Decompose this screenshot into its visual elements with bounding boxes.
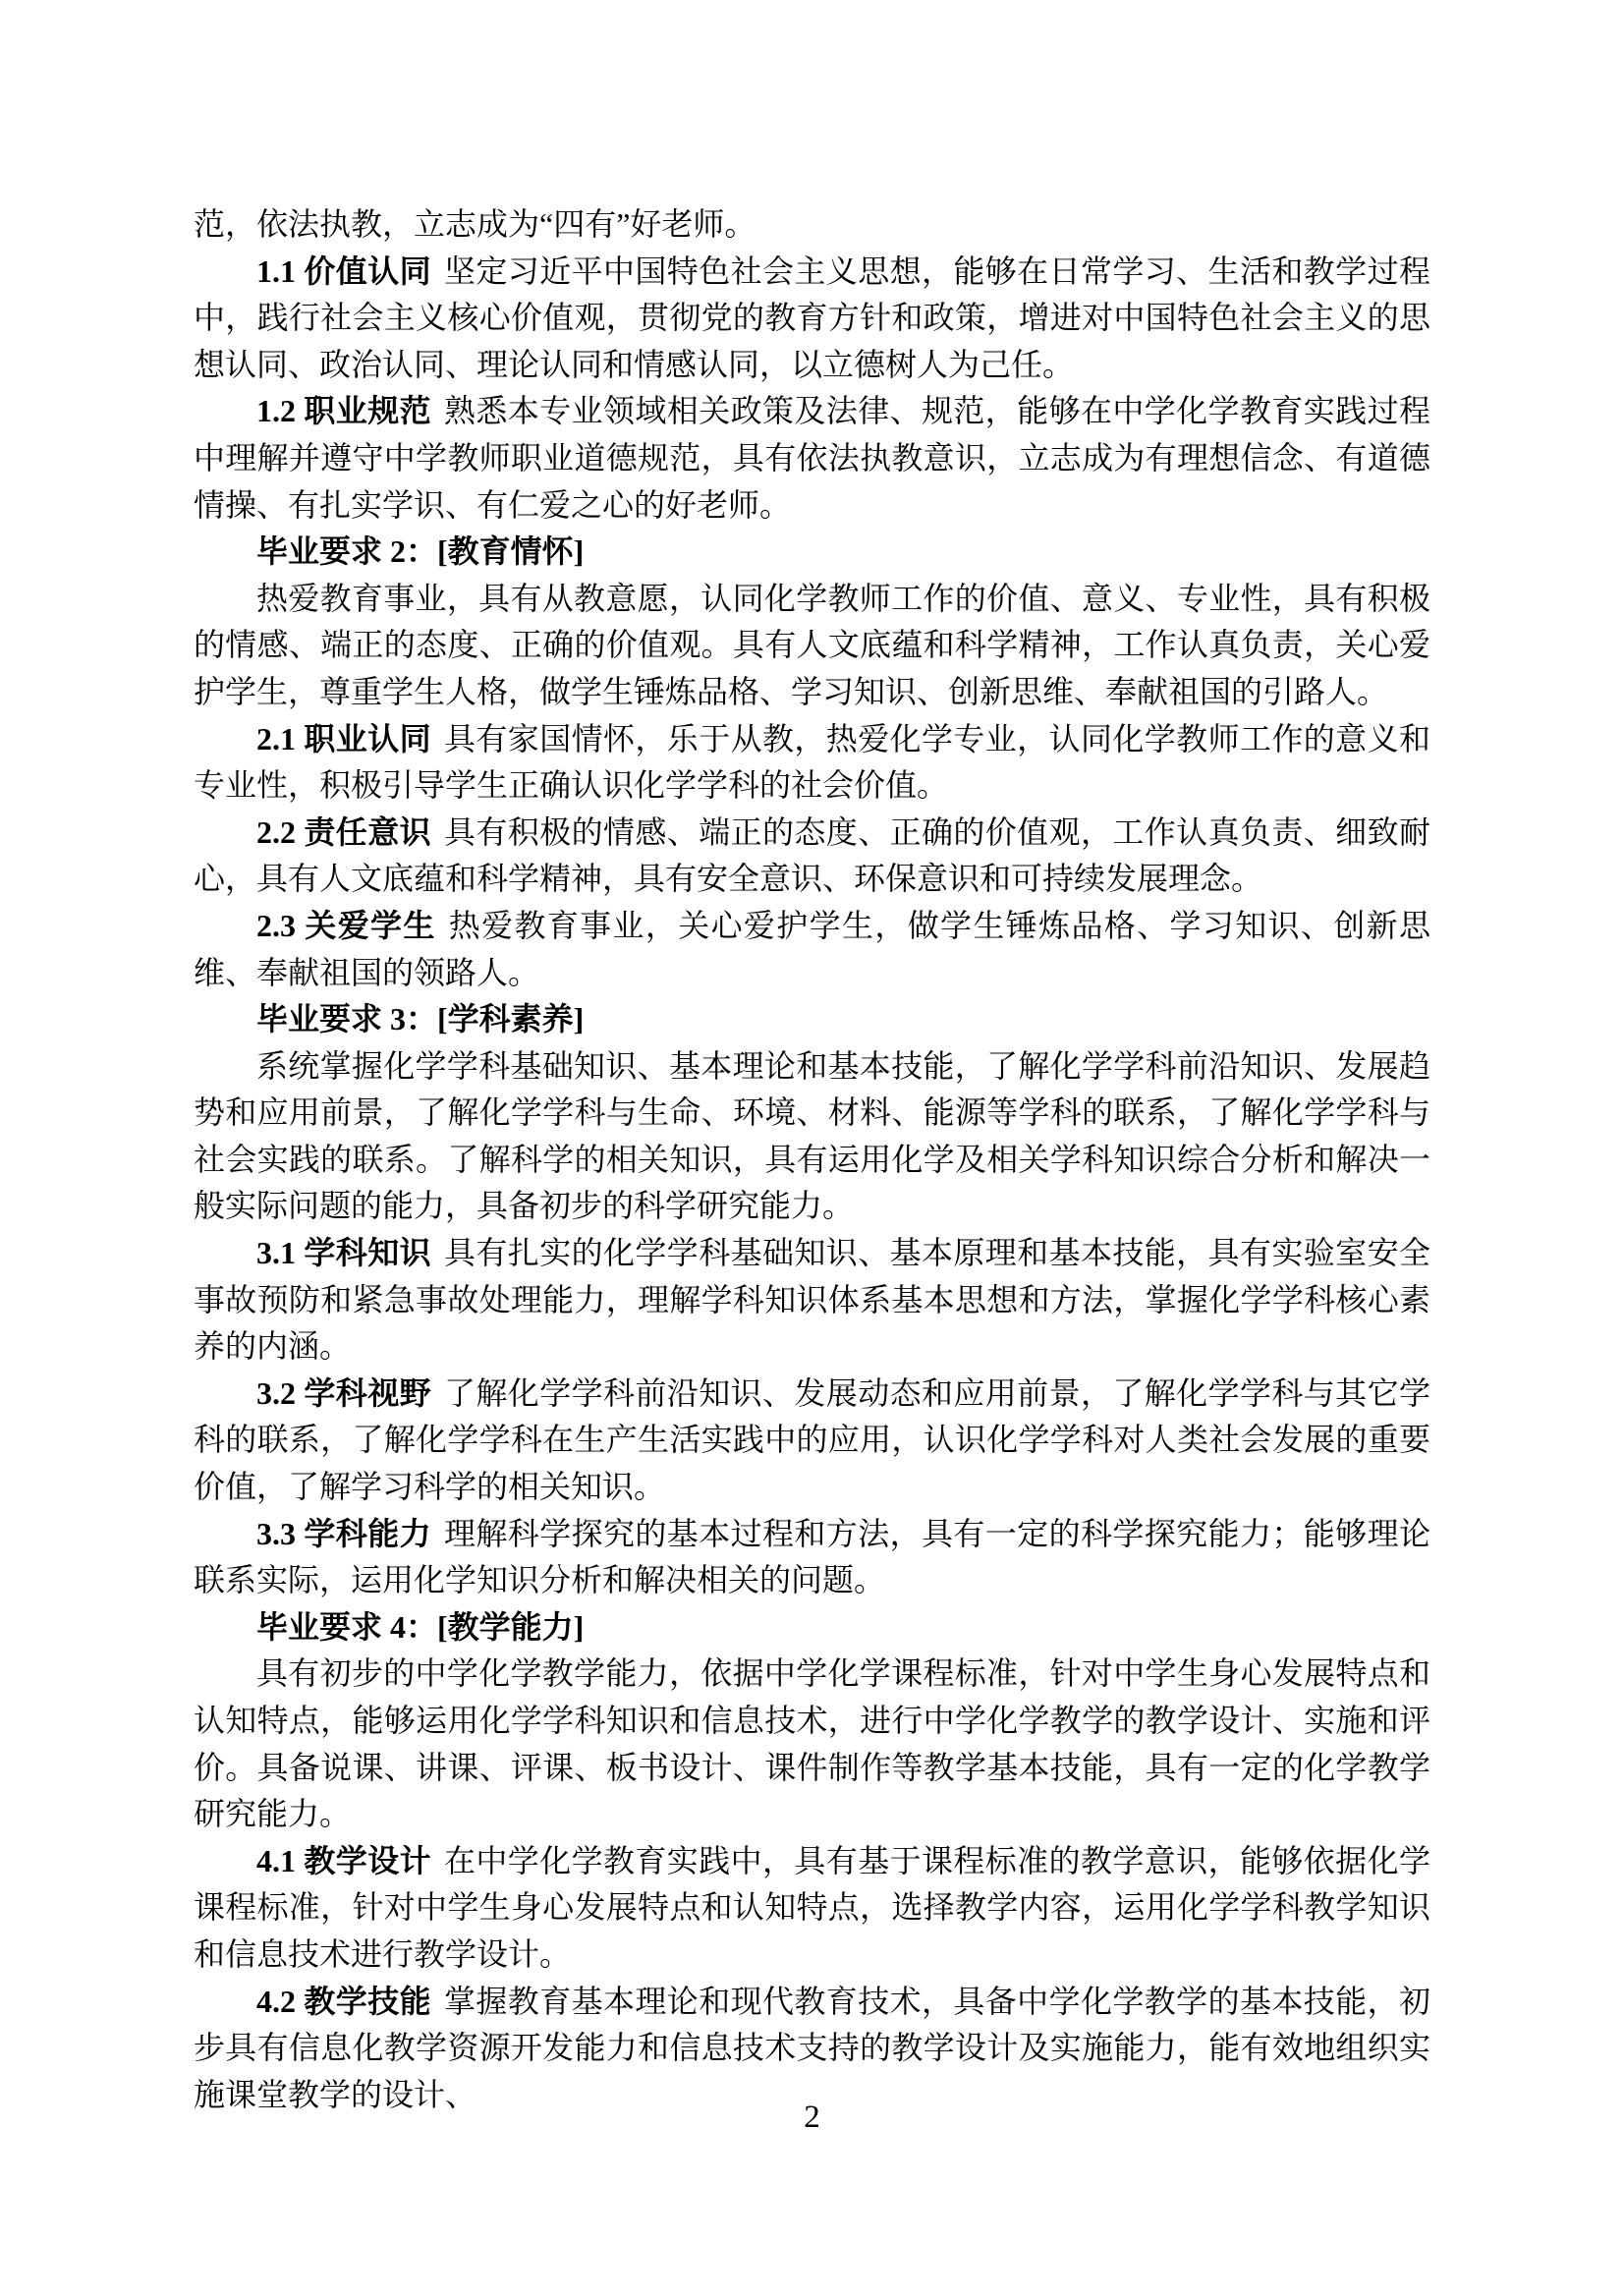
paragraph xyxy=(194,249,1430,389)
paragraph-lead: 2.3 关爱学生 xyxy=(256,907,436,943)
paragraph-text: 坚定习近平中国特色社会主义思想，能够在日常学习、生活和教学过程中，践行社会主义核心价值观，贯彻党的教育方针和政策，增进对中国特色社会主义的思想认同、政治认同、理论认同和情感认同，以立德树人为己任。 xyxy=(194,252,1430,382)
paragraph-lead: 2.2 责任意识 xyxy=(256,813,431,850)
paragraph-lead: 2.1 职业认同 xyxy=(256,720,431,756)
paragraph-text: 具有积极的情感、端正的态度、正确的价值观，工作认真负责、细致耐心，具有人文底蕴和科学精神，具有安全意识、环保意识和可持续发展理念。 xyxy=(194,813,1430,897)
section-heading-label: 毕业要求 3：[学科素养] xyxy=(256,1001,585,1037)
paragraph xyxy=(194,388,1430,529)
paragraph xyxy=(194,1230,1430,1371)
paragraph xyxy=(194,1371,1430,1511)
paragraph xyxy=(194,810,1430,903)
paragraph-lead: 1.1 价值认同 xyxy=(256,252,431,289)
paragraph-text: 掌握教育基本理论和现代教育技术，具备中学化学教学的基本技能，初步具有信息化教学资源开发能力和信息技术支持的教学设计及实施能力，能有效地组织实施课堂教学的设计、 xyxy=(194,1983,1430,2112)
document-body xyxy=(194,201,1430,2118)
paragraph-lead: 3.2 学科视野 xyxy=(256,1374,431,1411)
paragraph-text: 热爱教育事业，关心爱护学生，做学生锤炼品格、学习知识、创新思维、奉献祖国的领路人。 xyxy=(194,907,1430,990)
paragraph xyxy=(194,1043,1430,1230)
paragraph-text: 范，依法执教，立志成为“四有”好老师。 xyxy=(194,206,756,242)
paragraph-text: 理解科学探究的基本过程和方法，具有一定的科学探究能力；能够理论联系实际，运用化学知识分析和解决相关的问题。 xyxy=(194,1515,1430,1598)
paragraph-text: 具有扎实的化学学科基础知识、基本原理和基本技能，具有实验室安全事故预防和紧急事故处理能力，理解学科知识体系基本思想和方法，掌握化学学科核心素养的内涵。 xyxy=(194,1235,1430,1365)
section-heading xyxy=(194,529,1430,576)
paragraph-text: 具有家国情怀，乐于从教，热爱化学专业，认同化学教师工作的意义和专业性，积极引导学生正确认识化学学科的社会价值。 xyxy=(194,720,1430,804)
paragraph-lead: 3.1 学科知识 xyxy=(256,1235,431,1271)
paragraph-lead: 3.3 学科能力 xyxy=(256,1515,431,1551)
paragraph-lead: 1.2 职业规范 xyxy=(256,393,431,429)
paragraph xyxy=(194,1979,1430,2119)
section-heading xyxy=(194,1604,1430,1652)
paragraph-lead: 4.1 教学设计 xyxy=(256,1842,431,1878)
paragraph xyxy=(194,1651,1430,1837)
paragraph-text: 熟悉本专业领域相关政策及法律、规范，能够在中学化学教育实践过程中理解并遵守中学教师职业道德规范，具有依法执教意识，立志成为有理想信念、有道德情操、有扎实学识、有仁爱之心的好老师。 xyxy=(194,393,1430,523)
paragraph xyxy=(194,576,1430,716)
section-heading-label: 毕业要求 4：[教学能力] xyxy=(256,1608,585,1645)
paragraph-text: 在中学化学教育实践中，具有基于课程标准的教学意识，能够依据化学课程标准，针对中学生身心发展特点和认知特点，选择教学内容，运用化学学科教学知识和信息技术进行教学设计。 xyxy=(194,1842,1430,1972)
page-number: 2 xyxy=(804,2100,820,2135)
paragraph xyxy=(194,1511,1430,1604)
section-heading xyxy=(194,996,1430,1043)
paragraph xyxy=(194,716,1430,810)
paragraph-text: 系统掌握化学学科基础知识、基本理论和基本技能，了解化学学科前沿知识、发展趋势和应用前景，了解化学学科与生命、环境、材料、能源等学科的联系，了解化学学科与社会实践的联系。了解科学的相关知识，具有运用化学及相关学科知识综合分析和解决一般实际问题的能力，具备初步的科学研究能力。 xyxy=(194,1047,1430,1224)
paragraph xyxy=(194,1838,1430,1979)
paragraph-text: 热爱教育事业，具有从教意愿，认同化学教师工作的价值、意义、专业性，具有积极的情感、端正的态度、正确的价值观。具有人文底蕴和科学精神，工作认真负责，关心爱护学生，尊重学生人格，做学生锤炼品格、学习知识、创新思维、奉献祖国的引路人。 xyxy=(194,580,1430,709)
paragraph xyxy=(194,903,1430,996)
paragraph xyxy=(194,201,1430,249)
paragraph-text: 了解化学学科前沿知识、发展动态和应用前景，了解化学学科与其它学科的联系，了解化学学科在生产生活实践中的应用，认识化学学科对人类社会发展的重要价值，了解学习科学的相关知识。 xyxy=(194,1374,1430,1505)
section-heading-label: 毕业要求 2：[教育情怀] xyxy=(256,533,585,570)
paragraph-text: 具有初步的中学化学教学能力，依据中学化学课程标准，针对中学生身心发展特点和认知特点，能够运用化学学科知识和信息技术，进行中学化学教学的教学设计、实施和评价。具备说课、讲课、评课、板书设计、课件制作等教学基本技能，具有一定的化学教学研究能力。 xyxy=(194,1655,1430,1832)
page-footer xyxy=(0,2099,1624,2136)
paragraph-lead: 4.2 教学技能 xyxy=(256,1983,431,2019)
